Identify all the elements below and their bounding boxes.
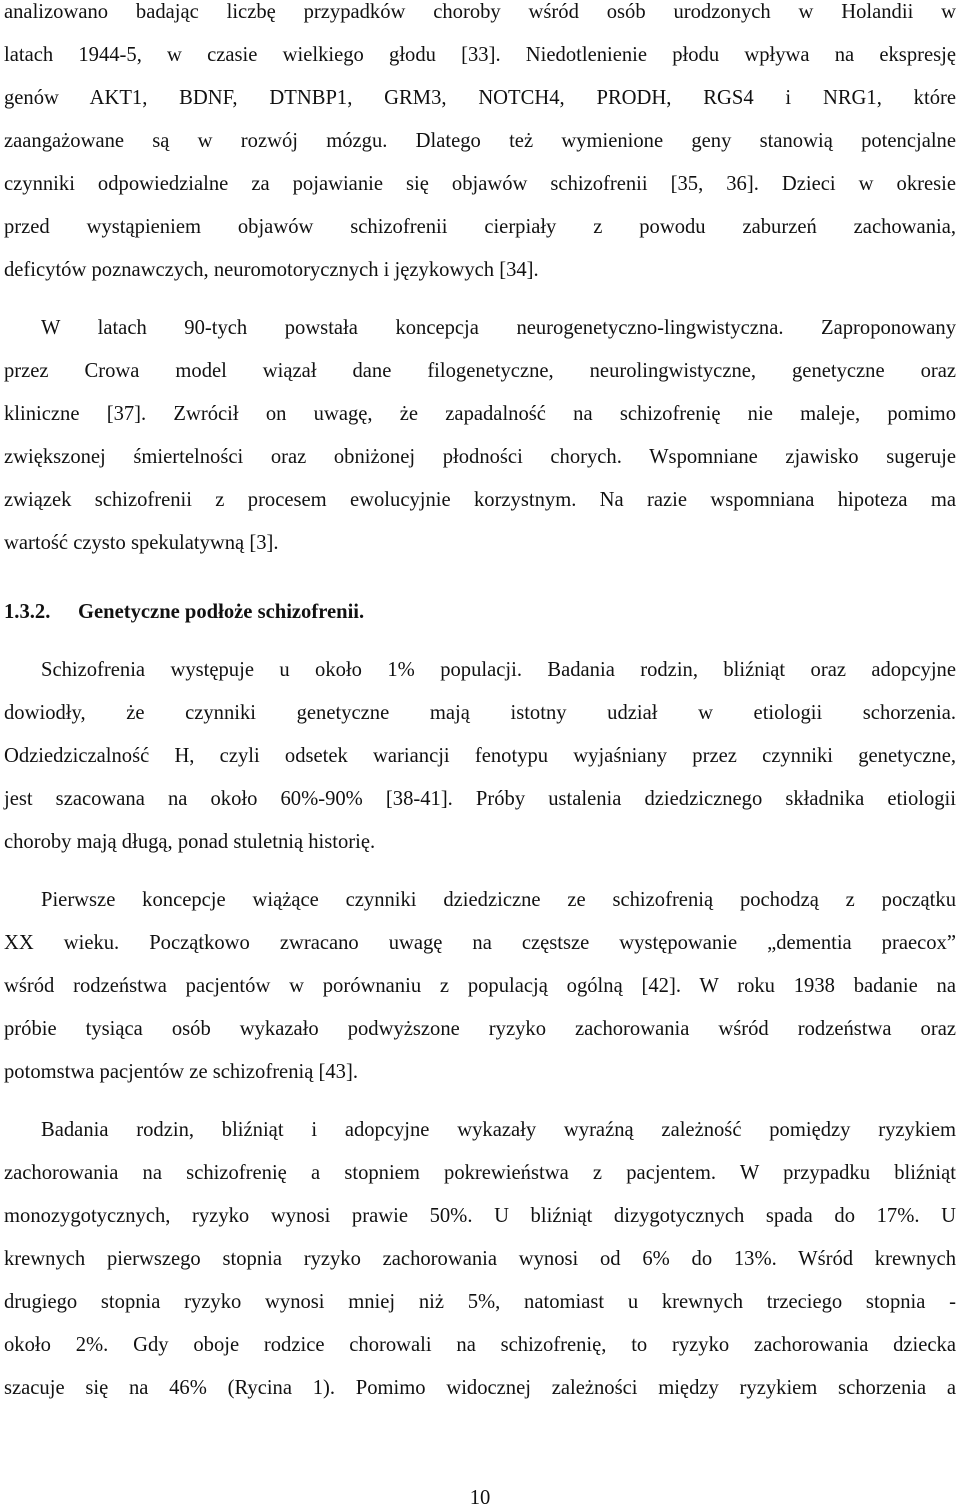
text-line: zwiększonej śmiertelności oraz obniżonej płodności chorych. Wspomniane zjawisko sugeruje bbox=[4, 446, 956, 468]
text-line: wartość czysto spekulatywną [3]. bbox=[4, 532, 279, 554]
text-line: dowiodły, że czynniki genetyczne mają istotny udział w etiologii schorzenia. bbox=[4, 702, 956, 724]
page-number: 10 bbox=[469, 1487, 491, 1509]
text-line: przed wystąpieniem objawów schizofrenii cierpiały z powodu zaburzeń zachowania, bbox=[4, 216, 956, 238]
text-line: próbie tysiąca osób wykazało podwyższone ryzyko zachorowania wśród rodzeństwa oraz bbox=[4, 1018, 956, 1040]
text-line: wśród rodzeństwa pacjentów w porównaniu z populacją ogólną [42]. W roku 1938 badanie na bbox=[4, 975, 956, 997]
text-line: Badania rodzin, bliźniąt i adopcyjne wykazały wyraźną zależność pomiędzy ryzykiem bbox=[41, 1119, 956, 1141]
text-line: kliniczne [37]. Zwrócił on uwagę, że zapadalność na schizofrenię nie maleje, pomimo bbox=[4, 403, 956, 425]
text-line: Pierwsze koncepcje wiążące czynniki dziedziczne ze schizofrenią pochodzą z początku bbox=[41, 889, 956, 911]
text-line: szacuje się na 46% (Rycina 1). Pomimo widocznej zależności między ryzykiem schorzenia a bbox=[4, 1377, 956, 1399]
text-line: deficytów poznawczych, neuromotorycznych i językowych [34]. bbox=[4, 259, 539, 281]
text-line: potomstwa pacjentów ze schizofrenią [43]. bbox=[4, 1061, 358, 1083]
text-line: związek schizofrenii z procesem ewolucyjnie korzystnym. Na razie wspomniana hipoteza ma bbox=[4, 489, 956, 511]
text-line: genów AKT1, BDNF, DTNBP1, GRM3, NOTCH4, PRODH, RGS4 i NRG1, które bbox=[4, 87, 956, 109]
section-number: 1.3.2. bbox=[4, 601, 51, 623]
text-line: czynniki odpowiedzialne za pojawianie się objawów schizofrenii [35, 36]. Dzieci w okresie bbox=[4, 173, 956, 195]
text-line: jest szacowana na około 60%-90% [38-41]. Próby ustalenia dziedzicznego składnika etiologii bbox=[4, 788, 956, 810]
text-line: choroby mają długą, ponad stuletnią historię. bbox=[4, 831, 376, 853]
text-line: latach 1944-5, w czasie wielkiego głodu [33]. Niedotlenienie płodu wpływa na ekspresję bbox=[4, 44, 956, 66]
text-line: Schizofrenia występuje u około 1% populacji. Badania rodzin, bliźniąt oraz adopcyjne bbox=[41, 659, 956, 681]
text-line: zaangażowane są w rozwój mózgu. Dlatego też wymienione geny stanowią potencjalne bbox=[4, 130, 956, 152]
section-title: Genetyczne podłoże schizofrenii. bbox=[78, 601, 365, 623]
text-line: zachorowania na schizofrenię a stopniem pokrewieństwa z pacjentem. W przypadku bliźniąt bbox=[4, 1162, 956, 1184]
text-line: XX wieku. Początkowo zwracano uwagę na częstsze występowanie „dementia praecox” bbox=[4, 932, 956, 954]
text-line: około 2%. Gdy oboje rodzice chorowali na schizofrenię, to ryzyko zachorowania dziecka bbox=[4, 1334, 956, 1356]
text-line: Odziedziczalność H, czyli odsetek wariancji fenotypu wyjaśniany przez czynniki genetyczne, bbox=[4, 745, 956, 767]
text-line: drugiego stopnia ryzyko wynosi mniej niż 5%, natomiast u krewnych trzeciego stopnia - bbox=[4, 1291, 956, 1313]
text-line: analizowano badając liczbę przypadków choroby wśród osób urodzonych w Holandii w bbox=[4, 1, 956, 23]
text-line: krewnych pierwszego stopnia ryzyko zachorowania wynosi od 6% do 13%. Wśród krewnych bbox=[4, 1248, 956, 1270]
text-line: monozygotycznych, ryzyko wynosi prawie 50%. U bliźniąt dizygotycznych spada do 17%. U bbox=[4, 1205, 956, 1227]
text-line: W latach 90-tych powstała koncepcja neurogenetyczno-lingwistyczna. Zaproponowany bbox=[41, 317, 956, 339]
section-heading bbox=[4, 600, 364, 624]
text-line: przez Crowa model wiązał dane filogenetyczne, neurolingwistyczne, genetyczne oraz bbox=[4, 360, 956, 382]
